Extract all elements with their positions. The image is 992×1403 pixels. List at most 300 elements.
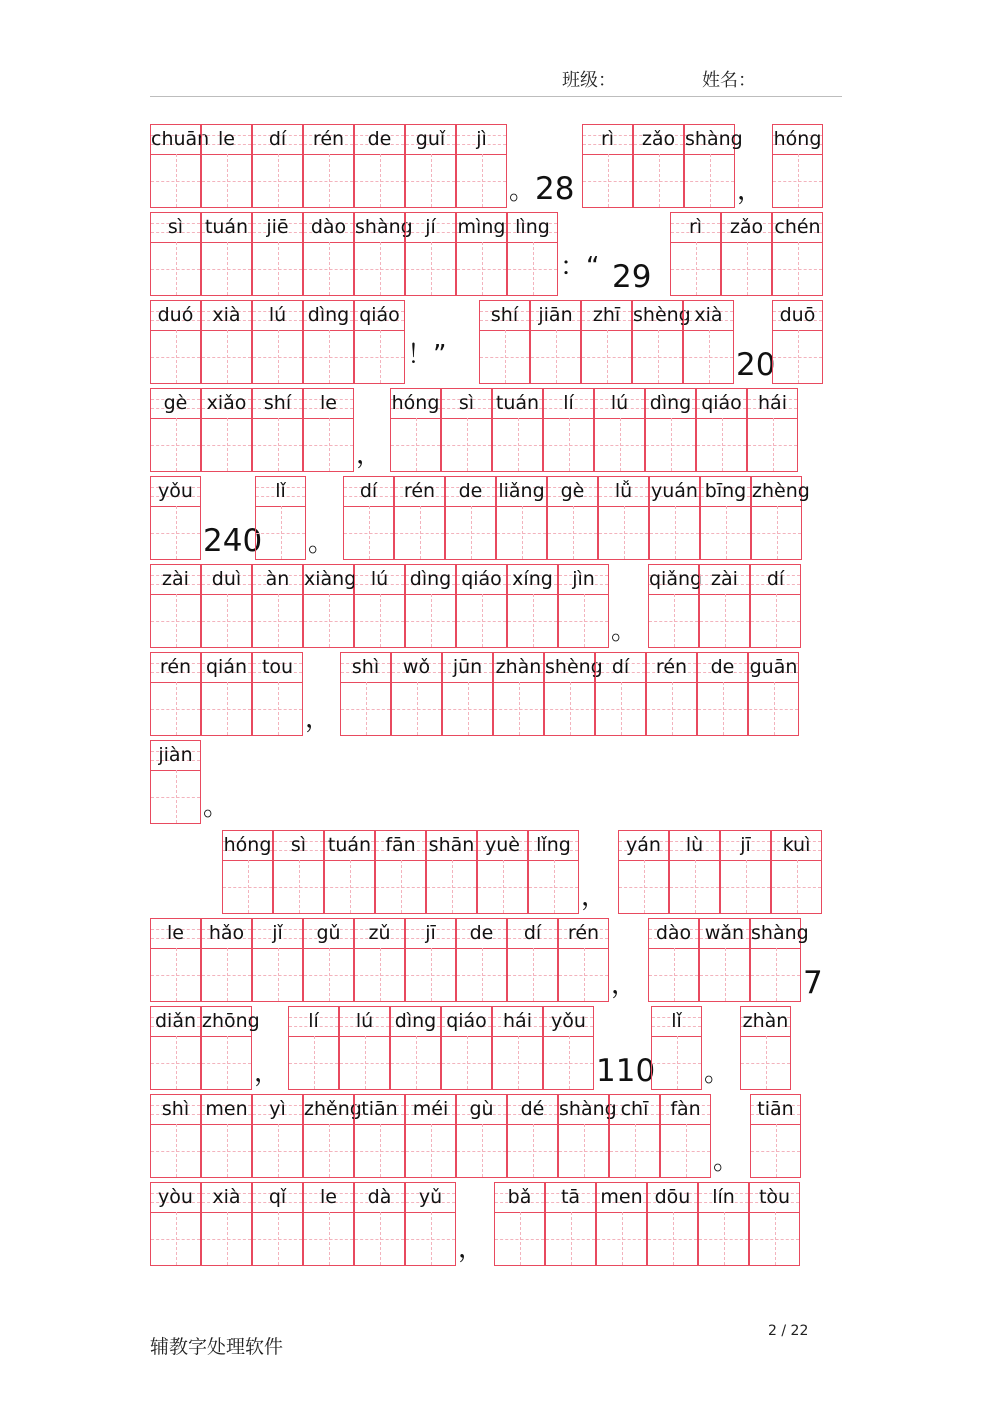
guide-line	[482, 242, 483, 295]
guide-line	[176, 1124, 177, 1177]
pinyin-syllable: yòu	[158, 1186, 193, 1208]
pinyin-syllable: zhàn	[495, 656, 542, 678]
writing-cell	[405, 1094, 456, 1178]
writing-cell	[303, 300, 354, 384]
writing-cell	[507, 1094, 558, 1178]
pinyin-syllable: dào	[655, 922, 692, 944]
pinyin-syllable: àn	[265, 568, 290, 590]
pinyin-syllable: guān	[749, 656, 798, 678]
guide-line	[227, 682, 228, 735]
guide-line	[518, 1036, 519, 1089]
writing-cell	[390, 1006, 441, 1090]
writing-cell	[648, 918, 699, 1002]
pinyin-syllable: chuān	[151, 128, 210, 150]
pinyin-syllable: zǎo	[729, 216, 764, 238]
pinyin-syllable: tā	[560, 1186, 581, 1208]
guide-line	[431, 1212, 432, 1265]
pinyin-syllable: dà	[367, 1186, 392, 1208]
guide-line	[227, 418, 228, 471]
guide-line	[278, 242, 279, 295]
writing-cell	[354, 564, 405, 648]
writing-cell	[343, 476, 394, 560]
writing-cell	[303, 918, 354, 1002]
guide-line	[278, 154, 279, 207]
writing-cell	[405, 124, 456, 208]
guide-line	[746, 860, 747, 913]
pinyin-syllable: dí	[359, 480, 378, 502]
writing-cell	[772, 212, 823, 296]
pinyin-syllable: shàng	[751, 922, 809, 944]
guide-line	[416, 1036, 417, 1089]
pinyin-syllable: tuán	[495, 392, 540, 414]
guide-line	[686, 1124, 687, 1177]
guide-line	[624, 506, 625, 559]
guide-line	[584, 594, 585, 647]
footer-software-name: 辅教字处理软件	[150, 1336, 284, 1358]
pinyin-syllable: dí	[766, 568, 785, 590]
pinyin-syllable: tiān	[757, 1098, 794, 1120]
pinyin-syllable: chī	[620, 1098, 649, 1120]
pinyin-syllable: yǔ	[418, 1186, 443, 1208]
pinyin-syllable: dí	[611, 656, 630, 678]
writing-cell	[354, 1182, 405, 1266]
guide-line	[227, 594, 228, 647]
guide-line	[644, 860, 645, 913]
writing-cell	[150, 124, 210, 208]
writing-cell	[456, 124, 507, 208]
writing-cell	[750, 1094, 801, 1178]
guide-line	[420, 506, 421, 559]
writing-cell	[390, 388, 441, 472]
writing-cell	[558, 564, 609, 648]
guide-line	[366, 682, 367, 735]
pinyin-syllable: lí	[308, 1010, 319, 1032]
guide-line	[573, 506, 574, 559]
guide-line	[797, 860, 798, 913]
writing-cell	[648, 564, 703, 648]
pinyin-syllable: sì	[458, 392, 475, 414]
guide-line	[533, 948, 534, 1001]
pinyin-syllable: le	[320, 392, 337, 414]
guide-line	[569, 1036, 570, 1089]
pinyin-syllable: lú	[610, 392, 629, 414]
guide-line	[350, 860, 351, 913]
pinyin-syllable: duó	[157, 304, 194, 326]
guide-line	[176, 154, 177, 207]
writing-cell	[375, 830, 426, 914]
pinyin-syllable: yán	[626, 834, 661, 856]
guide-line	[329, 242, 330, 295]
page-indicator	[768, 1323, 808, 1339]
pinyin-syllable: shì	[161, 1098, 190, 1120]
pinyin-syllable: dé	[520, 1098, 545, 1120]
guide-line	[176, 242, 177, 295]
guide-line	[431, 242, 432, 295]
writing-cell	[201, 124, 252, 208]
pinyin-syllable: zài	[162, 568, 189, 590]
guide-line	[281, 506, 282, 559]
pinyin-syllable: qǐ	[268, 1186, 287, 1208]
pinyin-syllable: qiáo	[461, 568, 502, 590]
writing-cell	[632, 300, 691, 384]
pinyin-syllable: de	[367, 128, 392, 150]
writing-cell	[354, 1094, 405, 1178]
writing-cell	[150, 564, 201, 648]
pinyin-syllable: jūn	[452, 656, 483, 678]
trailing-number: 7	[803, 965, 823, 1001]
writing-cell	[772, 300, 823, 384]
guide-line	[329, 594, 330, 647]
guide-line	[723, 682, 724, 735]
guide-line	[369, 506, 370, 559]
guide-line	[696, 242, 697, 295]
pinyin-syllable: méi	[412, 1098, 449, 1120]
writing-cell	[324, 830, 375, 914]
writing-cell	[456, 212, 507, 296]
writing-cell	[441, 1006, 492, 1090]
writing-cell	[354, 212, 413, 296]
guide-line	[431, 948, 432, 1001]
pinyin-syllable: jiàn	[158, 744, 193, 766]
guide-line	[176, 594, 177, 647]
writing-cell	[545, 1182, 596, 1266]
guide-line	[798, 242, 799, 295]
guide-line	[227, 1124, 228, 1177]
writing-cell	[772, 124, 823, 208]
guide-line	[674, 948, 675, 1001]
pinyin-syllable: rén	[159, 656, 192, 678]
writing-cell	[405, 1182, 456, 1266]
pinyin-syllable: sì	[167, 216, 184, 238]
pinyin-syllable: gù	[469, 1098, 494, 1120]
pinyin-syllable: zhèng	[752, 480, 810, 502]
writing-cell	[507, 918, 558, 1002]
pinyin-syllable: hǎo	[208, 922, 245, 944]
writing-cell	[749, 1182, 800, 1266]
pinyin-syllable: lú	[268, 304, 287, 326]
pinyin-syllable: lǐng	[536, 834, 571, 856]
writing-cell	[751, 476, 810, 560]
pinyin-syllable: wǒ	[402, 656, 431, 678]
guide-line	[329, 154, 330, 207]
writing-cell	[699, 918, 750, 1002]
pinyin-syllable: hái	[758, 392, 787, 414]
guide-line	[518, 418, 519, 471]
guide-line	[672, 682, 673, 735]
guide-line	[724, 1212, 725, 1265]
pinyin-syllable: tuán	[327, 834, 372, 856]
guide-line	[776, 948, 777, 1001]
writing-cell	[405, 564, 456, 648]
guide-line	[584, 948, 585, 1001]
guide-line	[520, 1212, 521, 1265]
writing-cell	[201, 1182, 252, 1266]
guide-line	[677, 1036, 678, 1089]
writing-cell	[201, 212, 252, 296]
guide-line	[278, 1212, 279, 1265]
pinyin-syllable: yǒu	[551, 1010, 586, 1032]
writing-cell	[252, 388, 303, 472]
pinyin-syllable: kuì	[782, 834, 811, 856]
pinyin-syllable: shèng	[633, 304, 691, 326]
guide-line	[635, 1124, 636, 1177]
pinyin-syllable: tòu	[758, 1186, 791, 1208]
guide-line	[533, 242, 534, 295]
pinyin-syllable: hái	[503, 1010, 532, 1032]
guide-line	[571, 1212, 572, 1265]
writing-cell	[697, 652, 748, 736]
pinyin-syllable: jī	[425, 922, 436, 944]
guide-line	[505, 330, 506, 383]
trailing-number: 29	[612, 259, 652, 295]
guide-line	[659, 154, 660, 207]
writing-cell	[596, 1182, 647, 1266]
writing-cell	[303, 564, 357, 648]
trailing-number: 28	[535, 171, 575, 207]
writing-cell	[456, 918, 507, 1002]
writing-cell	[394, 476, 445, 560]
guide-line	[380, 948, 381, 1001]
punctuation-mark: ，	[254, 1058, 281, 1088]
guide-line	[176, 330, 177, 383]
name-label: 姓名：	[702, 70, 756, 91]
punctuation-mark: ：“	[560, 252, 600, 282]
writing-cell	[530, 300, 581, 384]
guide-line	[622, 1212, 623, 1265]
writing-cell	[303, 124, 354, 208]
writing-cell	[340, 652, 391, 736]
pinyin-syllable: dìng	[649, 392, 692, 414]
writing-cell	[354, 124, 405, 208]
guide-line	[299, 860, 300, 913]
writing-cell	[303, 1094, 362, 1178]
writing-cell	[670, 212, 721, 296]
pinyin-syllable: tiān	[361, 1098, 398, 1120]
guide-line	[227, 948, 228, 1001]
writing-cell	[771, 830, 822, 914]
writing-cell	[456, 564, 507, 648]
writing-cell	[222, 830, 273, 914]
writing-cell	[683, 300, 734, 384]
pinyin-syllable: lìng	[515, 216, 550, 238]
guide-line	[671, 418, 672, 471]
writing-cell	[645, 388, 696, 472]
guide-line	[533, 594, 534, 647]
pinyin-syllable: dìng	[394, 1010, 437, 1032]
writing-cell	[649, 476, 700, 560]
writing-cell	[544, 652, 603, 736]
writing-cell	[507, 212, 558, 296]
guide-line	[176, 682, 177, 735]
guide-line	[227, 242, 228, 295]
pinyin-syllable: shèng	[545, 656, 603, 678]
trailing-number: 110	[596, 1053, 656, 1089]
pinyin-syllable: xiǎo	[206, 392, 247, 414]
pinyin-syllable: le	[218, 128, 235, 150]
guide-line	[176, 1212, 177, 1265]
guide-line	[329, 1212, 330, 1265]
pinyin-syllable: xià	[212, 304, 241, 326]
pinyin-syllable: qiáo	[446, 1010, 487, 1032]
guide-line	[620, 418, 621, 471]
pinyin-syllable: jī	[740, 834, 751, 856]
guide-line	[584, 1124, 585, 1177]
pinyin-syllable: gè	[163, 392, 188, 414]
pinyin-syllable: yǒu	[158, 480, 193, 502]
guide-line	[673, 1212, 674, 1265]
guide-line	[278, 948, 279, 1001]
writing-cell	[456, 1094, 507, 1178]
writing-cell	[201, 388, 252, 472]
pinyin-syllable: dí	[523, 922, 542, 944]
writing-cell	[699, 564, 750, 648]
guide-line	[431, 594, 432, 647]
guide-line	[522, 506, 523, 559]
guide-line	[176, 948, 177, 1001]
pinyin-syllable: shān	[428, 834, 475, 856]
guide-line	[621, 682, 622, 735]
pinyin-syllable: duō	[779, 304, 816, 326]
pinyin-syllable: wǎn	[704, 922, 745, 944]
guide-line	[416, 418, 417, 471]
guide-line	[380, 154, 381, 207]
guide-line	[747, 242, 748, 295]
guide-line	[482, 1124, 483, 1177]
pinyin-syllable: hóng	[773, 128, 822, 150]
guide-line	[775, 1212, 776, 1265]
pinyin-syllable: zhěng	[304, 1098, 362, 1120]
writing-cell	[609, 1094, 660, 1178]
pinyin-syllable: rén	[567, 922, 600, 944]
guide-line	[725, 594, 726, 647]
writing-cell	[252, 564, 303, 648]
guide-line	[709, 330, 710, 383]
writing-cell	[442, 652, 493, 736]
writing-cell	[595, 652, 646, 736]
guide-line	[227, 330, 228, 383]
guide-line	[431, 154, 432, 207]
pinyin-syllable: hóng	[223, 834, 272, 856]
pinyin-syllable: yuè	[485, 834, 520, 856]
writing-cell	[646, 652, 697, 736]
writing-cell	[150, 300, 201, 384]
pinyin-syllable: bīng	[704, 480, 747, 502]
pinyin-syllable: lǐ	[671, 1010, 682, 1032]
writing-cell	[651, 1006, 702, 1090]
guide-line	[774, 682, 775, 735]
pinyin-syllable: gè	[560, 480, 585, 502]
pinyin-syllable: bǎ	[507, 1186, 532, 1208]
guide-line	[431, 1124, 432, 1177]
guide-line	[710, 154, 711, 207]
pinyin-syllable: yì	[269, 1098, 286, 1120]
guide-line	[329, 418, 330, 471]
class-label: 班级：	[562, 70, 616, 91]
writing-cell	[252, 1094, 303, 1178]
writing-cell	[740, 1006, 791, 1090]
writing-cell	[660, 1094, 711, 1178]
guide-line	[658, 330, 659, 383]
punctuation-mark: ，	[305, 704, 332, 734]
pinyin-syllable: mìng	[457, 216, 506, 238]
guide-line	[503, 860, 504, 913]
pinyin-syllable: rì	[600, 128, 615, 150]
writing-cell	[252, 1182, 303, 1266]
pinyin-syllable: men	[205, 1098, 248, 1120]
pinyin-syllable: rì	[688, 216, 703, 238]
writing-cell	[445, 476, 496, 560]
punctuation-mark: ，	[356, 440, 383, 470]
guide-line	[608, 154, 609, 207]
punctuation-mark: ，	[737, 176, 764, 206]
writing-cell	[547, 476, 598, 560]
pinyin-syllable: lǚ	[614, 480, 633, 502]
pinyin-syllable: jìn	[572, 568, 595, 590]
guide-line	[570, 682, 571, 735]
pinyin-syllable: jiān	[538, 304, 573, 326]
guide-line	[556, 330, 557, 383]
writing-cell	[252, 652, 303, 736]
writing-cell	[543, 388, 594, 472]
guide-line	[314, 1036, 315, 1089]
pinyin-syllable: zhàn	[742, 1010, 789, 1032]
writing-cell	[492, 388, 543, 472]
writing-cell	[426, 830, 477, 914]
guide-line	[482, 948, 483, 1001]
pinyin-syllable: de	[458, 480, 483, 502]
writing-cell	[150, 1182, 201, 1266]
guide-line	[798, 330, 799, 383]
writing-cell	[354, 300, 405, 384]
writing-cell	[700, 476, 751, 560]
writing-cell	[633, 124, 684, 208]
trailing-number: 240	[203, 523, 263, 559]
guide-line	[607, 330, 608, 383]
writing-cell	[618, 830, 669, 914]
guide-line	[380, 594, 381, 647]
punctuation-mark: 。	[308, 528, 335, 558]
guide-line	[417, 682, 418, 735]
writing-cell	[747, 388, 798, 472]
guide-line	[176, 1036, 177, 1089]
guide-line	[533, 1124, 534, 1177]
pinyin-syllable: gǔ	[316, 922, 341, 944]
writing-cell	[150, 652, 201, 736]
writing-cell	[150, 476, 201, 560]
pinyin-syllable: lí	[563, 392, 574, 414]
pinyin-syllable: shàng	[355, 216, 413, 238]
writing-cell	[581, 300, 632, 384]
writing-cell	[647, 1182, 698, 1266]
guide-line	[329, 948, 330, 1001]
writing-cell	[696, 388, 747, 472]
punctuation-mark: 。	[704, 1058, 731, 1088]
writing-cell	[698, 1182, 749, 1266]
writing-cell	[150, 740, 201, 824]
pinyin-syllable: guǐ	[415, 128, 446, 150]
writing-cell	[405, 212, 456, 296]
pinyin-syllable: tou	[261, 656, 294, 678]
writing-cell	[720, 830, 771, 914]
guide-line	[227, 1036, 228, 1089]
pinyin-syllable: shàng	[559, 1098, 617, 1120]
guide-line	[176, 770, 177, 823]
pinyin-syllable: duì	[211, 568, 242, 590]
guide-line	[380, 242, 381, 295]
writing-cell	[354, 918, 405, 1002]
guide-line	[248, 860, 249, 913]
pinyin-syllable: jí	[425, 216, 436, 238]
